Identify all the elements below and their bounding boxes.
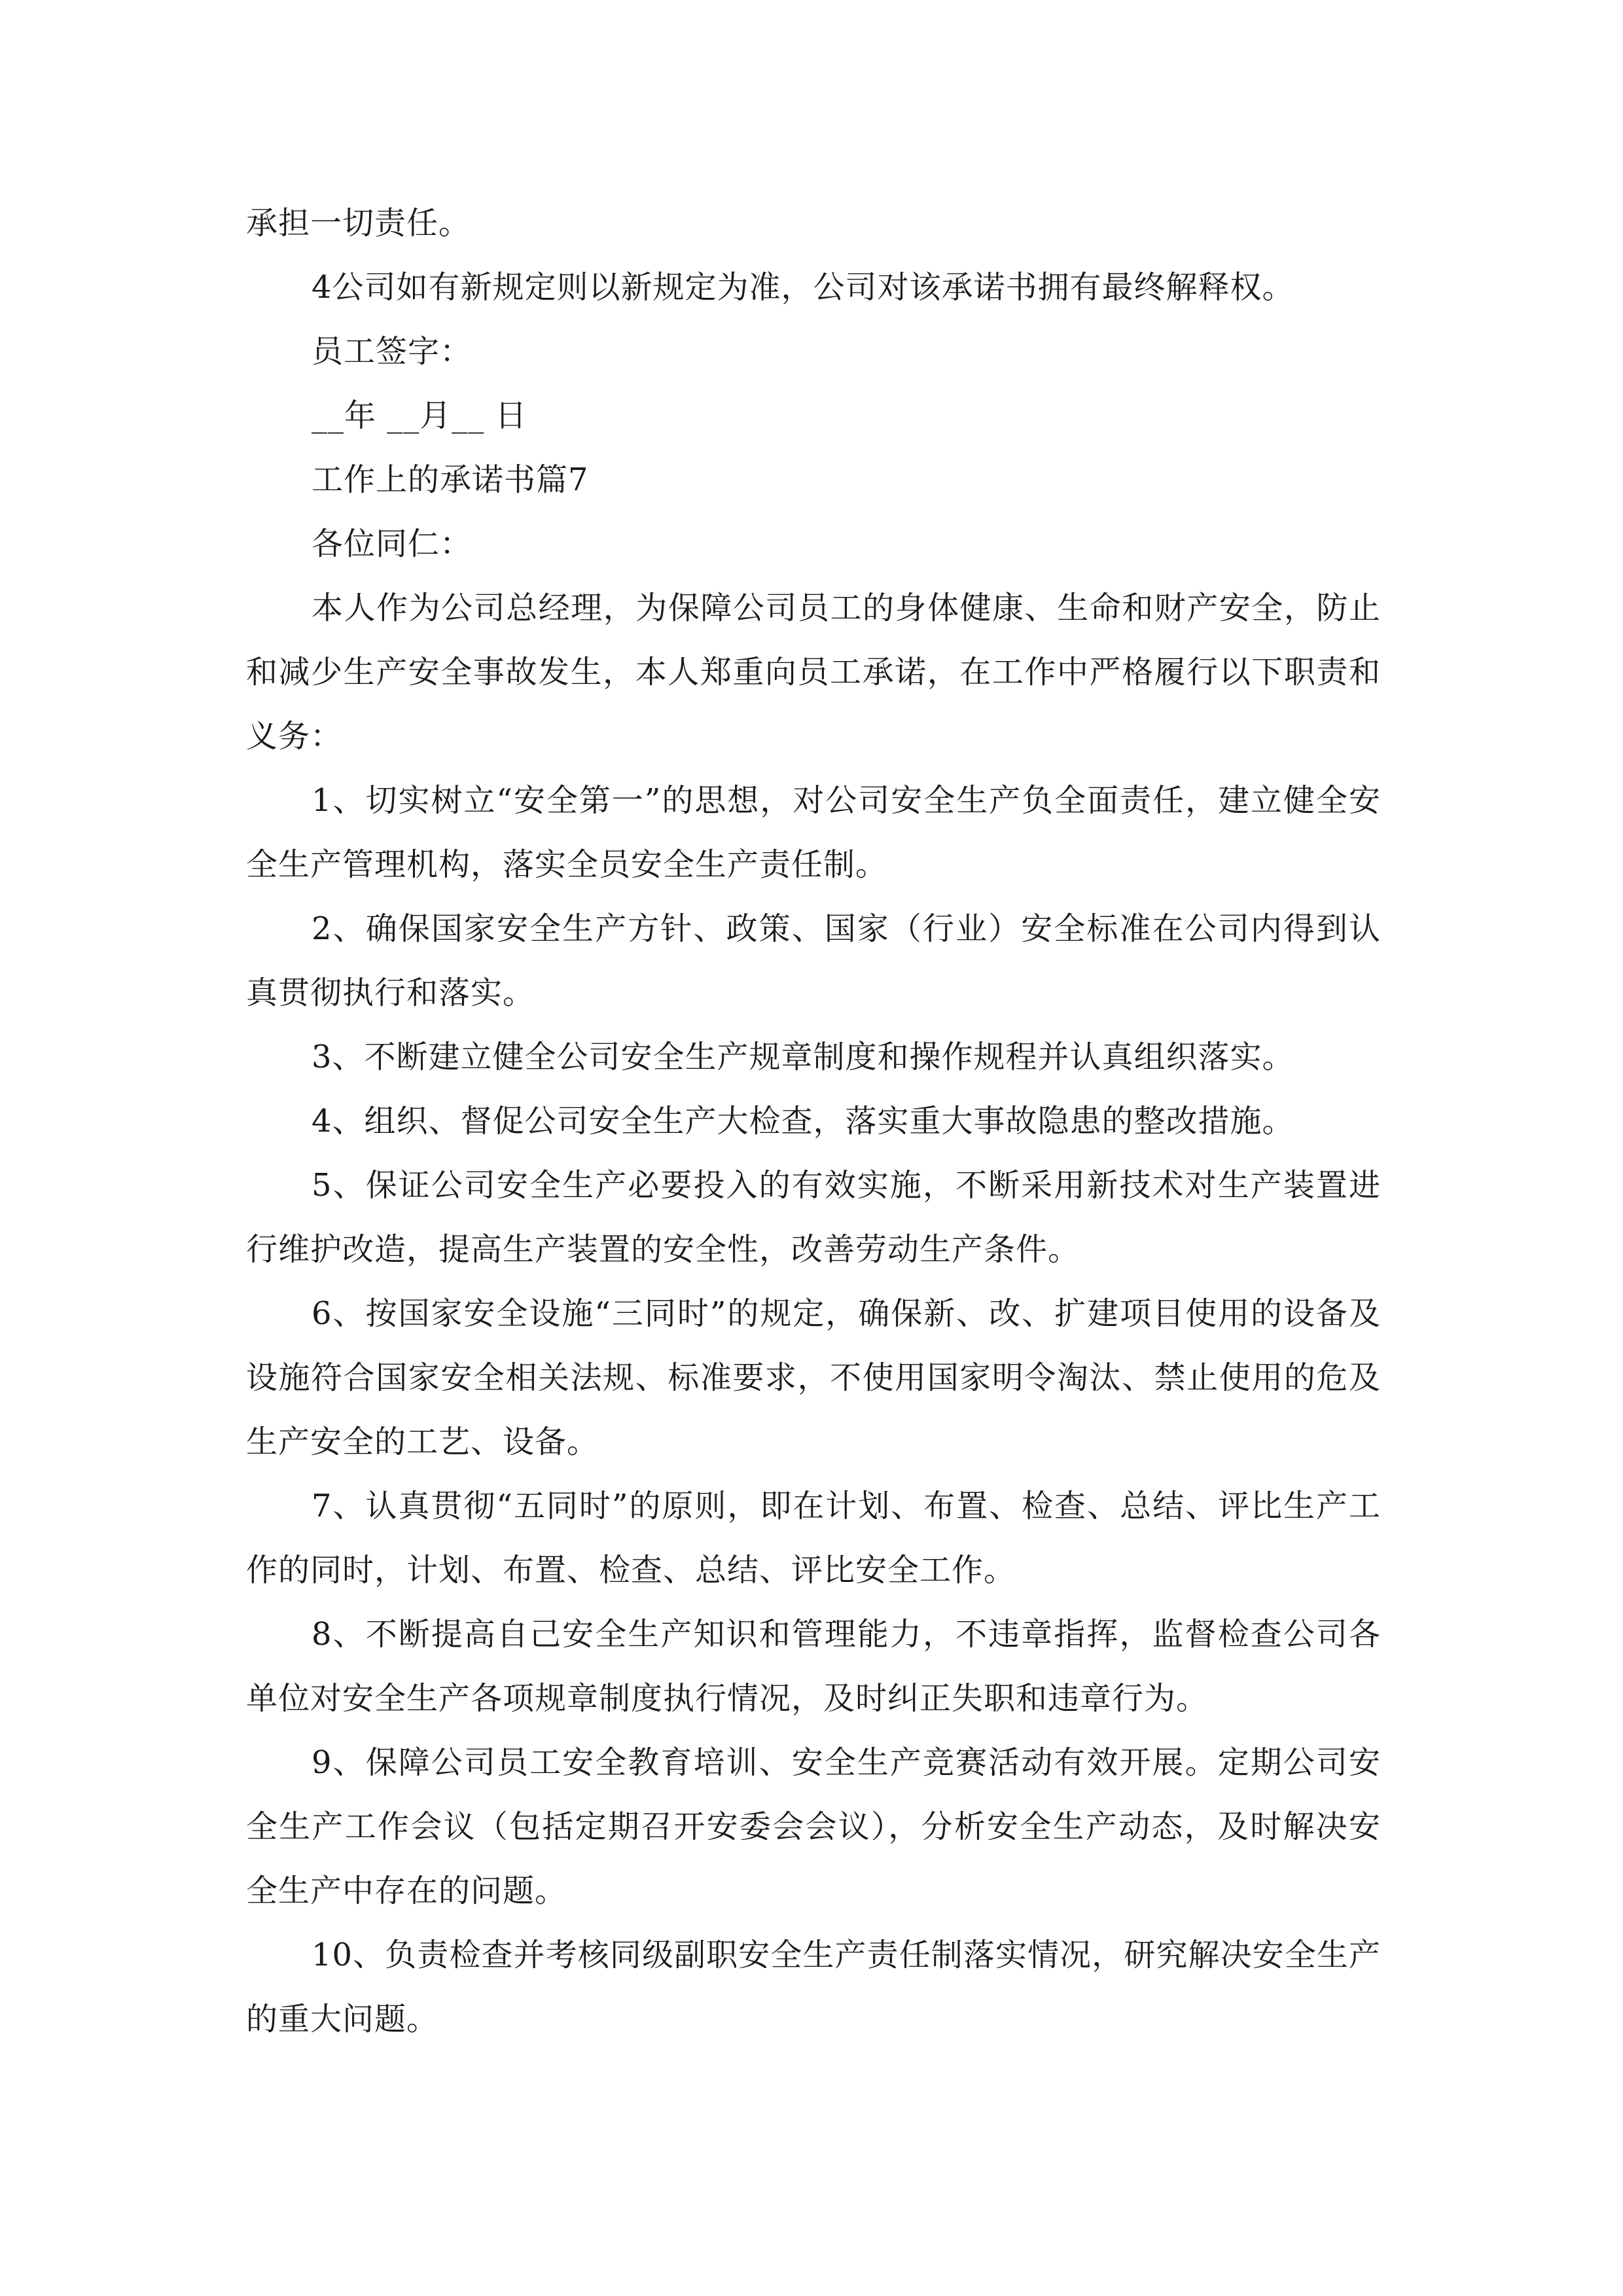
- signature-label: 员工签字：: [312, 333, 473, 370]
- document-body: [246, 191, 1381, 2051]
- list-item-3: 3、不断建立健全公司安全生产规章制度和操作规程并认真组织落实。: [312, 1039, 1294, 1075]
- paragraph-interpretation-clause: 4公司如有新规定则以新规定为准，公司对该承诺书拥有最终解释权。: [312, 269, 1294, 306]
- list-item-6: 6、按国家安全设施“三同时”的规定，确保新、改、扩建项目使用的设备及设施符合国家安全相关法规、标准要求，不使用国家明令淘汰、禁止使用的危及生产安全的工艺、设备。: [246, 1295, 1381, 1460]
- list-item-5: 5、保证公司安全生产必要投入的有效实施，不断采用新技术对生产装置进行维护改造，提高生产装置的安全性，改善劳动生产条件。: [246, 1167, 1381, 1268]
- paragraph-intro: 本人作为公司总经理，为保障公司员工的身体健康、生命和财产安全，防止和减少生产安全事故发生，本人郑重向员工承诺，在工作中严格履行以下职责和义务：: [246, 590, 1381, 755]
- list-item-4: 4、组织、督促公司安全生产大检查，落实重大事故隐患的整改措施。: [312, 1103, 1294, 1139]
- list-item-1: 1、切实树立“安全第一”的思想，对公司安全生产负全面责任，建立健全安全生产管理机构，落实全员安全生产责任制。: [246, 782, 1381, 883]
- list-item-10: 10、负责检查并考核同级副职安全生产责任制落实情况，研究解决安全生产的重大问题。: [246, 1937, 1381, 2037]
- section-heading: 工作上的承诺书篇7: [312, 461, 589, 498]
- list-item-8: 8、不断提高自己安全生产知识和管理能力，不违章指挥，监督检查公司各单位对安全生产各项规章制度执行情况，及时纠正失职和违章行为。: [246, 1616, 1381, 1717]
- date-line: __年 __月__ 日: [312, 397, 527, 434]
- list-item-2: 2、确保国家安全生产方针、政策、国家（行业）安全标准在公司内得到认真贯彻执行和落实。: [246, 910, 1381, 1011]
- salutation: 各位同仁：: [312, 526, 473, 562]
- paragraph-continuation: 承担一切责任。: [246, 205, 471, 242]
- list-item-9: 9、保障公司员工安全教育培训、安全生产竞赛活动有效开展。定期公司安全生产工作会议（包括定期召开安委会会议），分析安全生产动态，及时解决安全生产中存在的问题。: [246, 1744, 1381, 1909]
- list-item-7: 7、认真贯彻“五同时”的原则，即在计划、布置、检查、总结、评比生产工作的同时，计划、布置、检查、总结、评比安全工作。: [246, 1488, 1381, 1588]
